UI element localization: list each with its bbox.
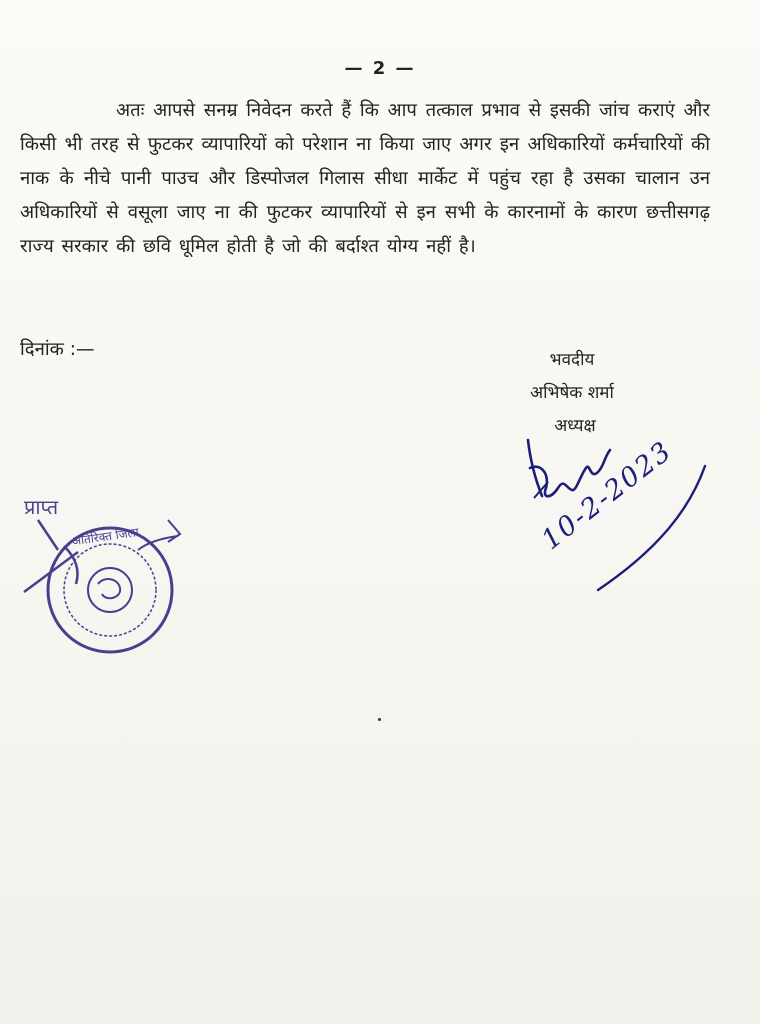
letter-body: [20, 94, 710, 264]
date-label: दिनांक :—: [20, 339, 95, 360]
paper-speck: [378, 718, 381, 721]
body-paragraph: अतः आपसे सनम्र निवेदन करते हैं कि आप तत्काल प्रभाव से इसकी जांच कराएं और किसी भी तरह से फुटकर व्यापारियों को परेशान ना किया जाए अगर इन अधिकारियों कर्मचारियों की नाक के नीचे पानी पाउच और डिस्पोजल गिलास सीधा मार्केट में पहुंच रहा है उसका चालान उन अधिकारियों से वसूला जाए ना की फुटकर व्यापारियों से इन सभी के कारनामों के कारण छत्तीसगढ़ राज्य सरकार की छवि धूमिल होती है जो की बर्दाश्त योग्य नहीं है।: [20, 100, 710, 257]
handwritten-date: 10-2-2023: [535, 435, 679, 556]
sender-designation: अध्यक्ष: [554, 416, 596, 436]
stamp-handwritten-note: प्राप्त: [24, 495, 59, 519]
stamp-ring-text: अतिरिक्त जिला: [70, 525, 140, 549]
signature-icon: [520, 418, 740, 598]
page-number: — 2 —: [344, 58, 416, 79]
salutation: भवदीय: [549, 350, 595, 370]
sender-name: अभिषेक शर्मा: [530, 383, 614, 403]
official-stamp-icon: [18, 480, 198, 670]
